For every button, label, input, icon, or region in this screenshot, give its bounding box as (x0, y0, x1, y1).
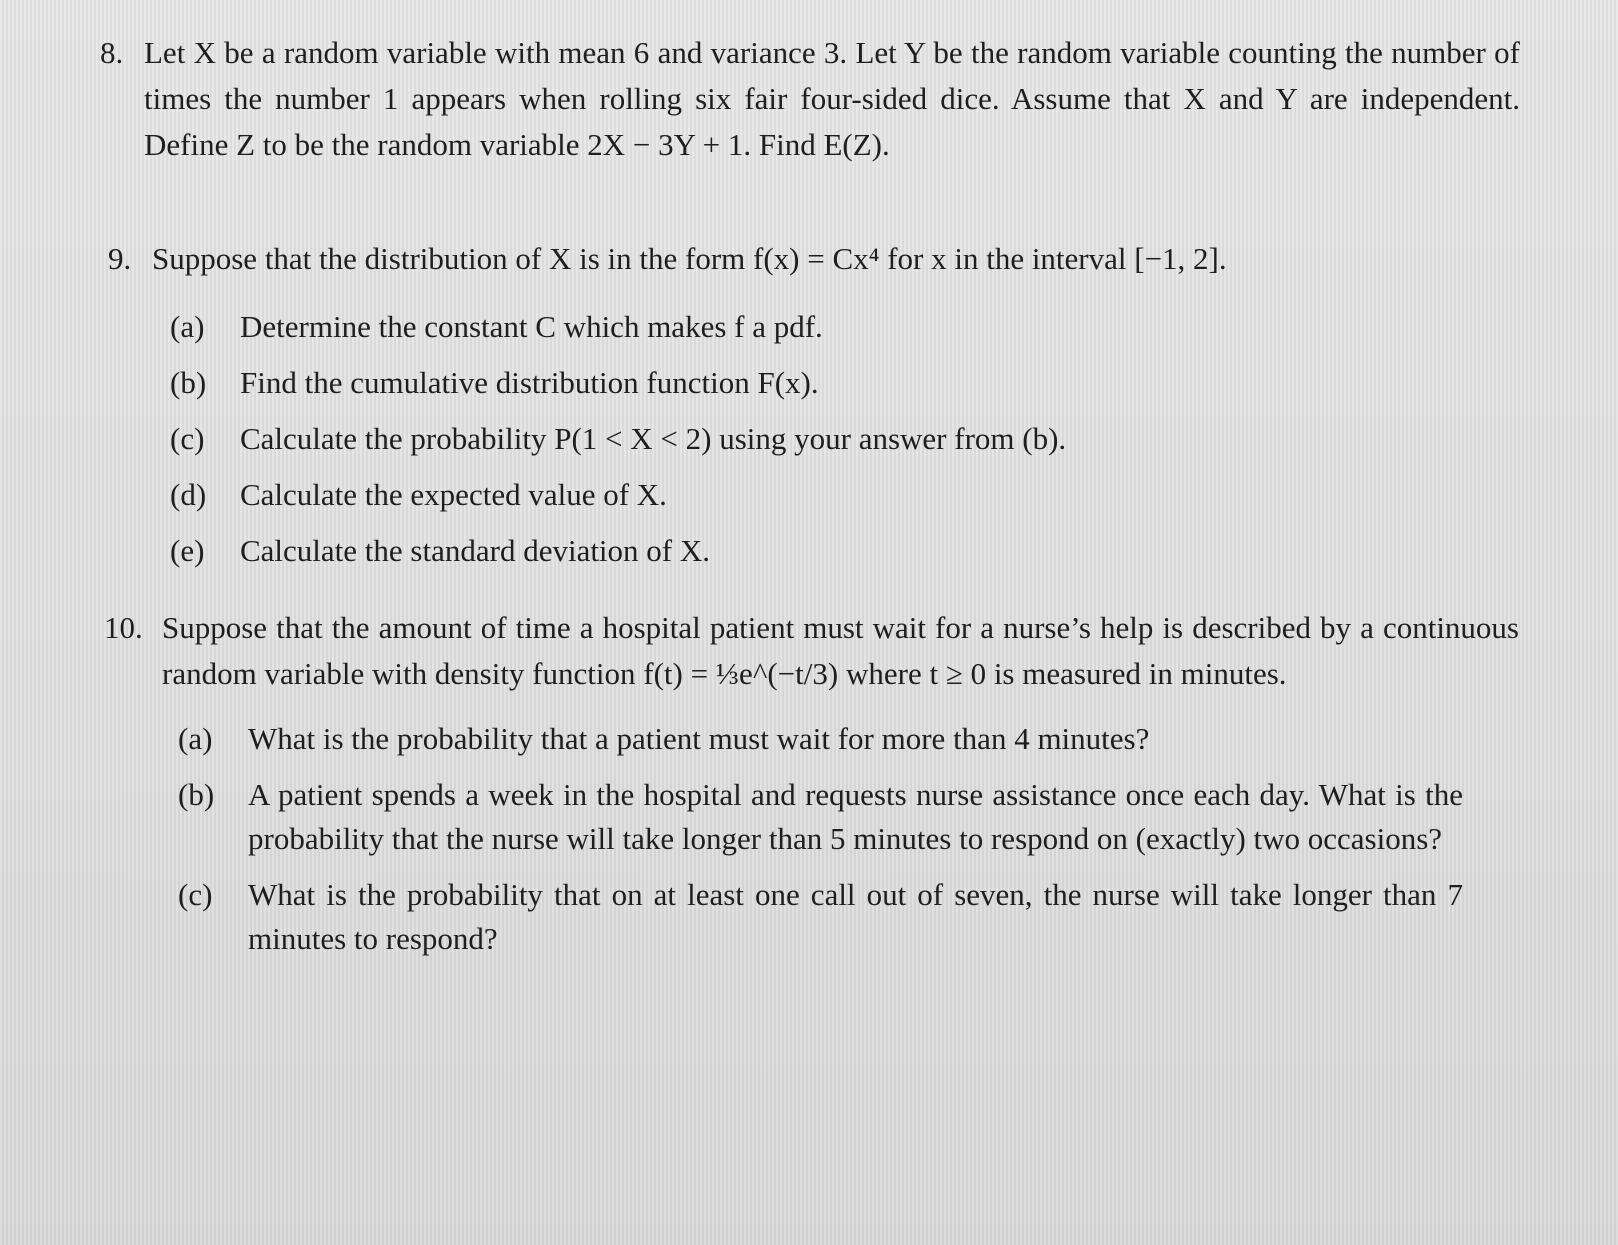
part-c (170, 416, 1350, 461)
problem-parts (178, 717, 1463, 961)
part-b (178, 773, 1463, 861)
part-e (170, 528, 1350, 573)
part-text: What is the probability that on at least one call out of seven, the nurse will take longer than 7 minutes to respond? (248, 877, 1463, 956)
part-b (170, 360, 1350, 405)
part-text: Calculate the expected value of X. (240, 477, 667, 512)
part-label: (a) (170, 309, 205, 344)
problem-number: 8. (100, 35, 124, 70)
part-text: A patient spends a week in the hospital and requests nurse assistance once each day. What is the probability that the nurse will take longer than 5 minutes to respond on (exactly) two occasions? (248, 777, 1463, 856)
part-label: (a) (178, 721, 213, 756)
part-text: Calculate the probability P(1 < X < 2) using your answer from (b). (240, 421, 1067, 456)
part-label: (d) (170, 477, 207, 512)
problem-8 (100, 30, 1520, 168)
part-text: Determine the constant C which makes f a pdf. (240, 309, 823, 344)
part-text: Calculate the standard deviation of X. (240, 533, 711, 568)
problem-number: 9. (108, 241, 132, 276)
part-a (170, 304, 1350, 349)
problem-text: Suppose that the distribution of X is in the form f(x) = Cx⁴ for x in the interval [−1, 2]. (152, 241, 1227, 276)
problem-9 (108, 236, 1508, 584)
part-d (170, 472, 1350, 517)
part-a (178, 717, 1463, 761)
problem-10 (104, 605, 1519, 973)
part-label: (b) (178, 777, 215, 812)
part-c (178, 873, 1463, 961)
part-label: (b) (170, 365, 207, 400)
problem-number: 10. (104, 610, 143, 645)
part-text: Find the cumulative distribution function F(x). (240, 365, 819, 400)
part-label: (e) (170, 533, 205, 568)
part-label: (c) (170, 421, 205, 456)
problem-text: Suppose that the amount of time a hospital patient must wait for a nurse’s help is described by a continuous random variable with density function f(t) = ⅓e^(−t/3) where t ≥ 0 is measured in minutes. (162, 610, 1519, 691)
part-label: (c) (178, 877, 213, 912)
problem-text: Let X be a random variable with mean 6 and variance 3. Let Y be the random variable counting the number of times the number 1 appears when rolling six fair four-sided dice. Assume that X and Y are independent. Define Z to be the random variable 2X − 3Y + 1. Find E(Z). (144, 35, 1520, 162)
problem-parts (170, 304, 1350, 573)
part-text: What is the probability that a patient must wait for more than 4 minutes? (248, 721, 1150, 756)
